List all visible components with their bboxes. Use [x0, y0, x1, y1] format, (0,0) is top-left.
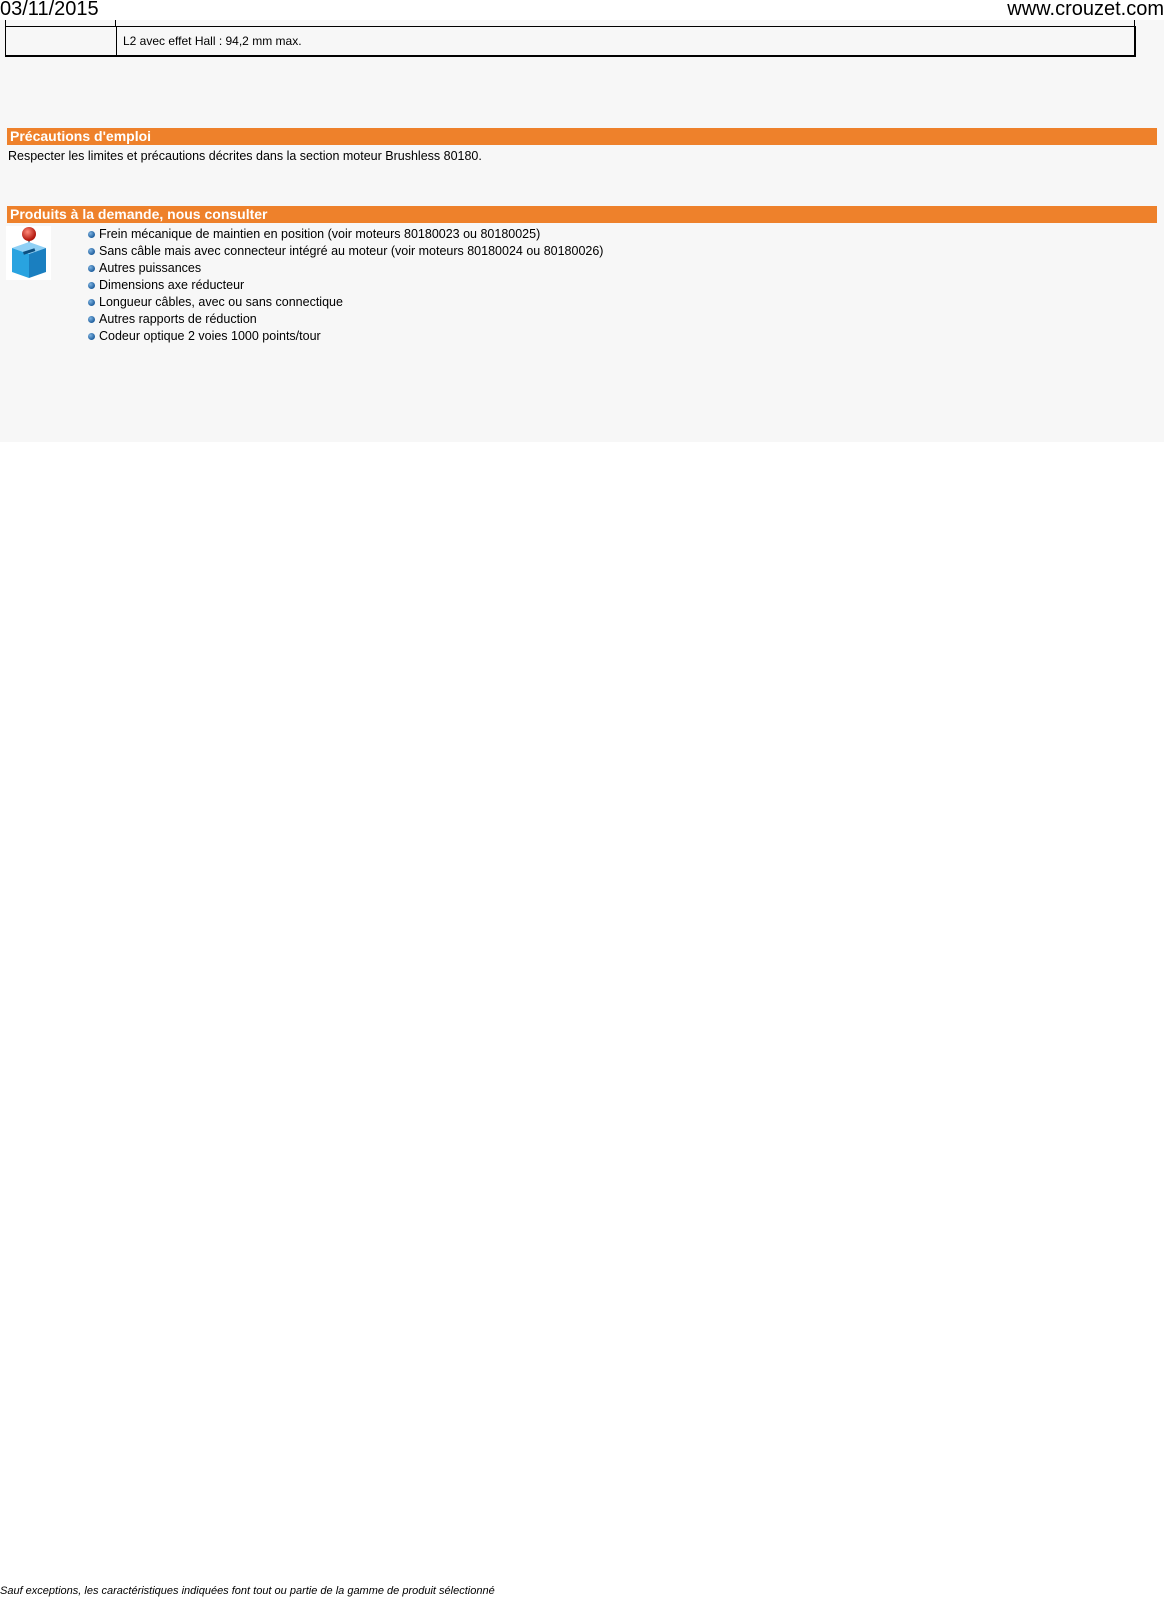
spec-table-row	[5, 26, 1136, 57]
spec-value-cell: L2 avec effet Hall : 94,2 mm max.	[123, 34, 302, 48]
bullet-icon	[88, 299, 95, 306]
list-item: Codeur optique 2 voies 1000 points/tour	[88, 328, 603, 345]
list-item: Autres puissances	[88, 260, 603, 277]
precautions-text: Respecter les limites et précautions décrites dans la section moteur Brushless 80180.	[8, 149, 482, 163]
on-demand-list	[88, 226, 603, 345]
print-date: 03/11/2015	[0, 0, 99, 20]
footer-disclaimer: Sauf exceptions, les caractéristiques indiquées font tout ou partie de la gamme de produit sélectionné	[0, 1585, 495, 1597]
spec-label-cell	[6, 27, 117, 55]
bullet-icon	[88, 316, 95, 323]
bullet-icon	[88, 248, 95, 255]
list-item: Longueur câbles, avec ou sans connectique	[88, 294, 603, 311]
list-item: Dimensions axe réducteur	[88, 277, 603, 294]
bullet-icon	[88, 265, 95, 272]
site-url[interactable]: www.crouzet.com	[1007, 0, 1164, 20]
ballot-box-icon	[6, 226, 51, 280]
list-item: Sans câble mais avec connecteur intégré au moteur (voir moteurs 80180024 ou 80180026)	[88, 243, 603, 260]
list-item: Frein mécanique de maintien en position (voir moteurs 80180023 ou 80180025)	[88, 226, 603, 243]
bullet-icon	[88, 231, 95, 238]
bullet-icon	[88, 333, 95, 340]
list-item: Autres rapports de réduction	[88, 311, 603, 328]
bullet-icon	[88, 282, 95, 289]
on-demand-heading: Produits à la demande, nous consulter	[7, 206, 1157, 223]
precautions-heading: Précautions d'emploi	[7, 128, 1157, 145]
